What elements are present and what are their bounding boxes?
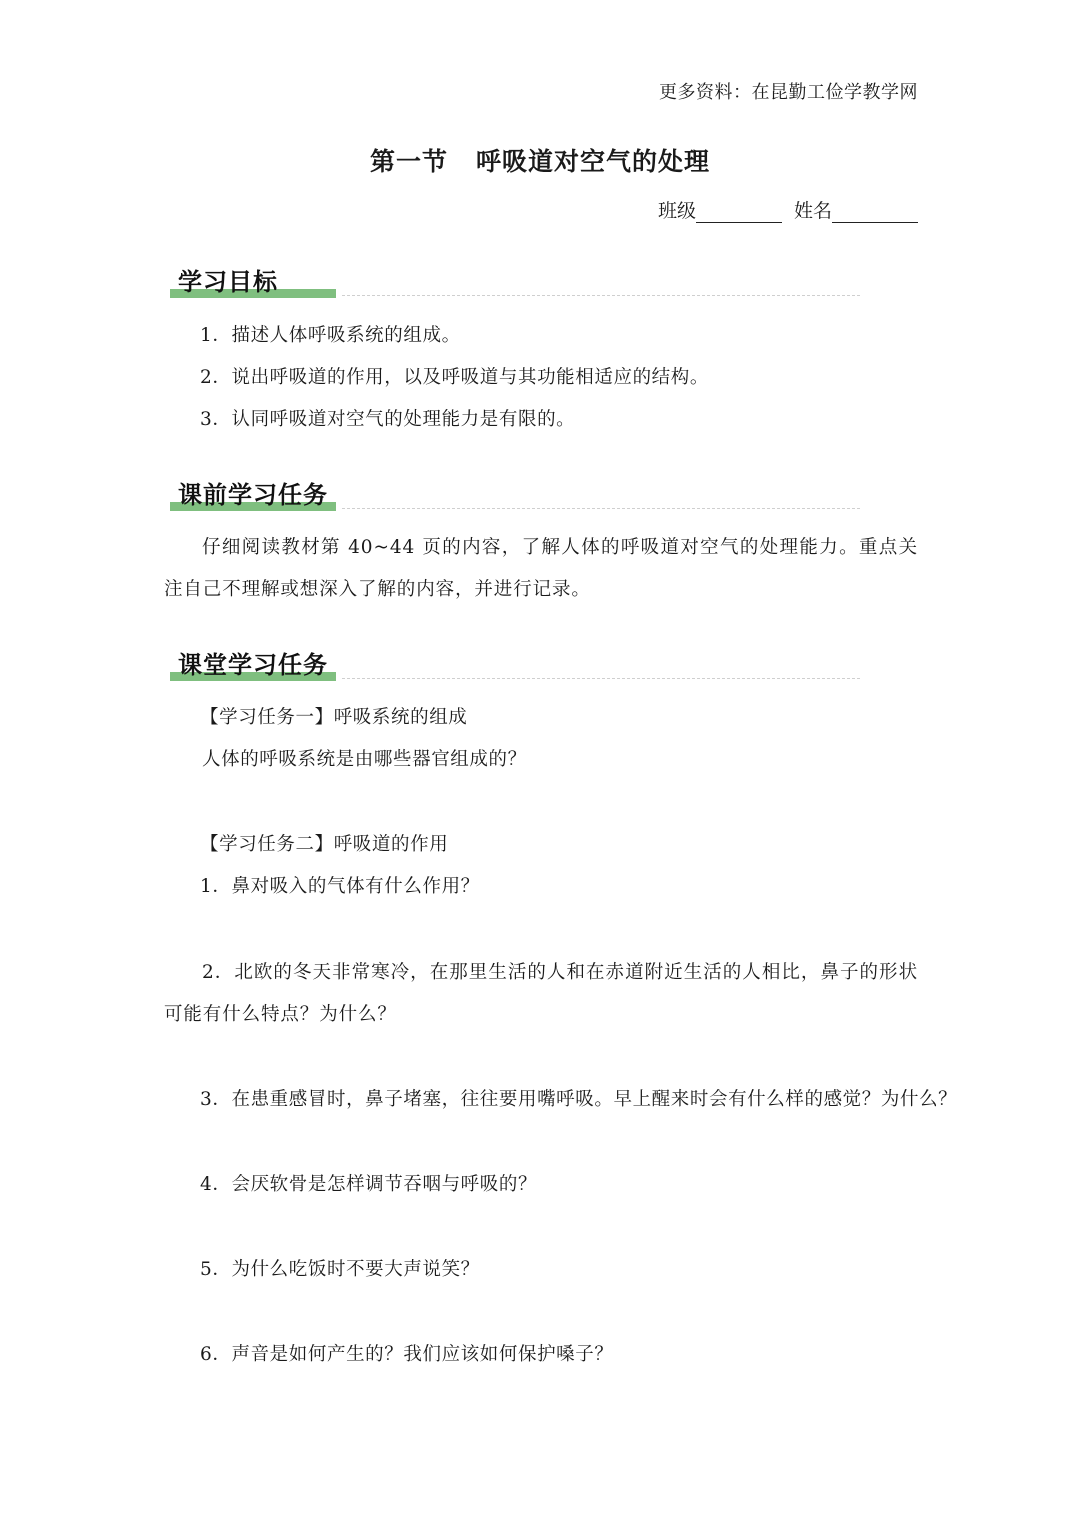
- name-label: 姓名: [793, 200, 832, 222]
- title-name: 呼吸道对空气的处理: [476, 147, 711, 176]
- name-blank[interactable]: [832, 202, 918, 223]
- section-title: 课前学习任务: [178, 481, 328, 509]
- task2-question: 4．会厌软骨是怎样调节吞咽与呼吸的？: [200, 1174, 538, 1195]
- section-dash-line: [342, 295, 860, 296]
- header-note: 更多资料：在昆勤工俭学教学网: [659, 82, 918, 103]
- objective-item: 1．描述人体呼吸系统的组成。: [200, 325, 461, 346]
- student-info: [658, 196, 918, 223]
- task2-question: 6．声音是如何产生的？我们应该如何保护嗓子？: [200, 1344, 614, 1365]
- pre-class-text: 仔细阅读教材第 40~44 页的内容，了解人体的呼吸道对空气的处理能力。重点关注自己不理解或想深入了解的内容，并进行记录。: [164, 537, 918, 600]
- task2-question: 3．在患重感冒时，鼻子堵塞，往往要用嘴呼吸。早上醒来时会有什么样的感觉？为什么？: [200, 1089, 958, 1110]
- title-section: 第一节: [369, 147, 448, 176]
- section-dash-line: [342, 678, 860, 679]
- objective-item: 2．说出呼吸道的作用，以及呼吸道与其功能相适应的结构。: [200, 367, 709, 388]
- class-blank[interactable]: [696, 202, 782, 223]
- task2-question: 1．鼻对吸入的气体有什么作用？: [200, 876, 480, 897]
- class-label: 班级: [657, 200, 696, 222]
- task2-question: 2．北欧的冬天非常寒冷，在那里生活的人和在赤道附近生活的人相比，鼻子的形状可能有什么特点？为什么？: [164, 962, 918, 1025]
- section-title: 学习目标: [178, 268, 278, 296]
- page-title: [0, 142, 1080, 178]
- section-heading-pre-class: [170, 477, 860, 511]
- objective-item: 3．认同呼吸道对空气的处理能力是有限的。: [200, 409, 576, 430]
- section-title: 课堂学习任务: [178, 651, 328, 679]
- section-heading-objectives: [170, 264, 860, 298]
- task2-title: 【学习任务二】呼吸道的作用: [200, 834, 449, 855]
- task1-title: 【学习任务一】呼吸系统的组成: [200, 707, 468, 728]
- task1-question: 人体的呼吸系统是由哪些器官组成的？: [202, 749, 527, 770]
- section-dash-line: [342, 508, 860, 509]
- section-heading-in-class: [170, 647, 860, 681]
- task2-question: 5．为什么吃饭时不要大声说笑？: [200, 1259, 480, 1280]
